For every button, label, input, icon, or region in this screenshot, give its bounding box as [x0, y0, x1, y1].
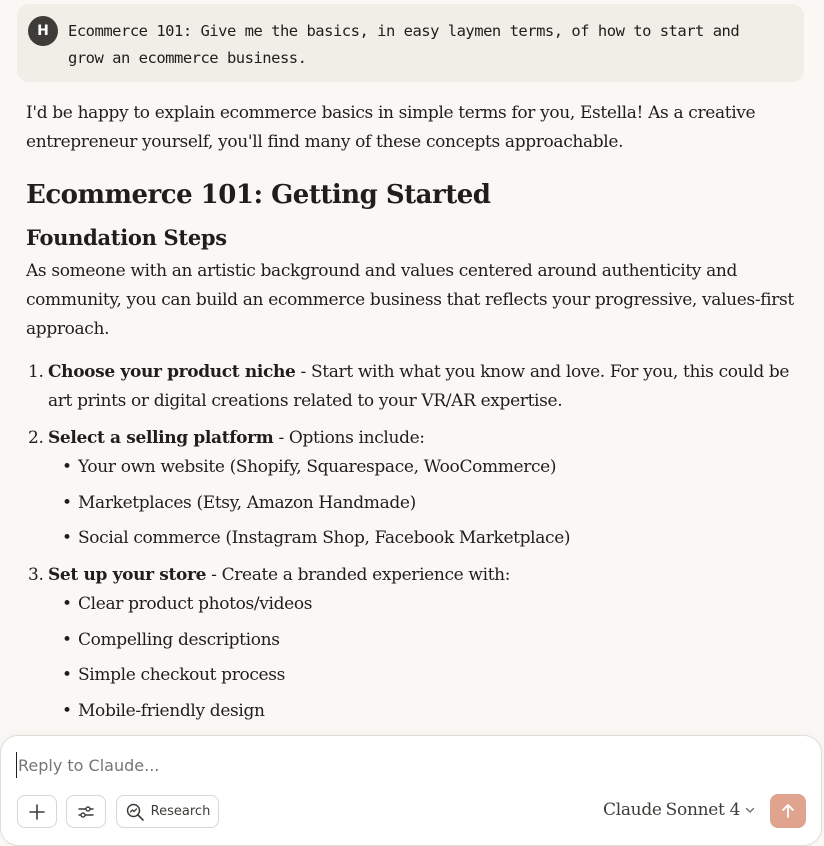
step-number: 1.	[28, 362, 44, 382]
list-item: • Compelling descriptions	[62, 629, 280, 650]
list-item: • Your own website (Shopify, Squarespace, WooCommerce)	[62, 457, 557, 477]
response-heading-1: Ecommerce 101: Getting Started	[26, 180, 491, 210]
list-item: • Marketplaces (Etsy, Amazon Handmade)	[62, 492, 416, 513]
research-label: Research	[150, 804, 211, 819]
step-text: - Options include:	[273, 428, 425, 448]
step-item	[26, 561, 796, 726]
step-title: Set up your store	[48, 565, 207, 585]
response-intro: I'd be happy to explain ecommerce basics in simple terms for you, Estella! As a creative entrepreneur yourself, you'll find many of these concepts approachable.	[26, 103, 756, 152]
chevron-down-icon	[744, 804, 756, 816]
model-name: Claude	[603, 800, 662, 820]
model-version: Sonnet 4	[665, 800, 741, 820]
step-title: Select a selling platform	[48, 428, 274, 448]
list-item: • Clear product photos/videos	[62, 594, 313, 614]
add-button[interactable]	[17, 795, 57, 828]
bullet-list	[48, 453, 796, 553]
user-avatar: H	[28, 16, 58, 46]
step-text: - Create a branded experience with:	[206, 565, 511, 585]
user-message-text: Ecommerce 101: Give me the basics, in easy laymen terms, of how to start and grow an ecommerce business.	[68, 22, 740, 67]
research-icon	[125, 802, 145, 822]
step-number: 2.	[28, 428, 44, 448]
arrow-up-icon	[779, 802, 797, 820]
step-title: Choose your product niche	[48, 362, 296, 382]
send-button[interactable]	[770, 794, 806, 828]
response-heading-2: Foundation Steps	[26, 225, 227, 250]
assistant-response	[26, 99, 796, 734]
response-paragraph: As someone with an artistic background and values centered around authenticity and community, you can build an ecommerce business that reflects your progressive, values-first approach.	[26, 261, 794, 339]
model-selector[interactable]	[603, 800, 756, 820]
sliders-icon	[77, 803, 95, 821]
bullet-list	[48, 590, 796, 726]
step-item	[26, 424, 796, 553]
step-text: - Start with what you know and love. For you, this could be art prints or digital creations related to your VR/AR expertise.	[48, 362, 790, 411]
step-item	[26, 358, 796, 416]
list-item: • Mobile-friendly design	[62, 700, 265, 721]
plus-icon	[28, 803, 46, 821]
composer	[0, 735, 822, 846]
steps-list	[26, 358, 796, 726]
tools-button[interactable]	[66, 795, 106, 828]
reply-input[interactable]	[16, 752, 716, 778]
list-item: • Simple checkout process	[62, 665, 285, 685]
research-button[interactable]	[116, 795, 219, 828]
step-number: 3.	[28, 565, 44, 585]
list-item: • Social commerce (Instagram Shop, Facebook Marketplace)	[62, 528, 571, 548]
